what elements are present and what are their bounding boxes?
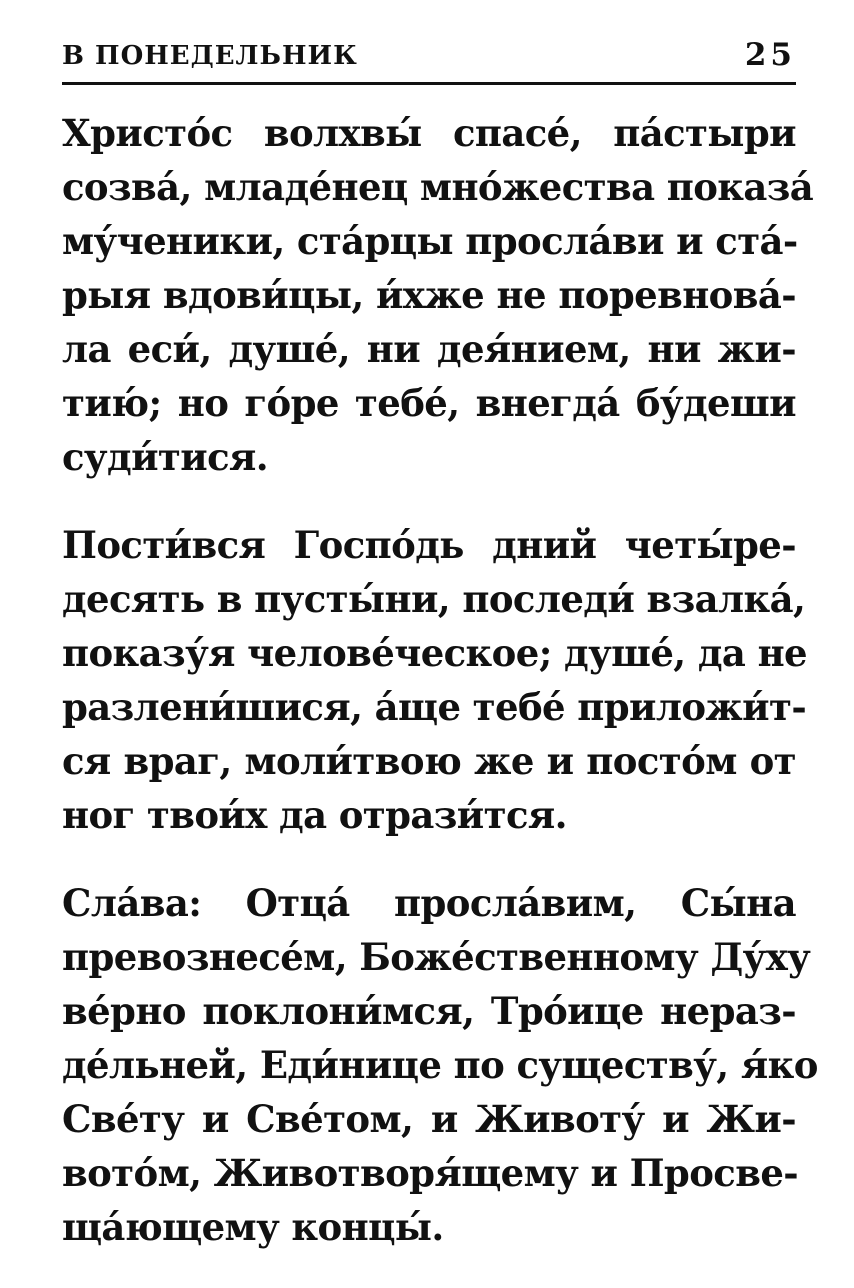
text-line: тию́; но го́ре тебе́, внегда́ бу́деши	[62, 381, 796, 425]
text-line: рыя вдови́цы, и́хже не поревнова́-	[62, 273, 796, 317]
text-line: созва́, младе́нец мно́жества показа́	[62, 165, 814, 209]
stanza-3	[62, 876, 818, 1254]
text-line: ла еси́, душе́, ни дея́нием, ни жи-	[62, 327, 796, 371]
text-block	[62, 106, 818, 1288]
text-line: разлени́шися, а́ще тебе́ приложи́т-	[62, 685, 807, 729]
running-head	[62, 38, 796, 85]
text-line: ног твои́х да отрази́тся.	[62, 793, 567, 837]
text-line: показу́я челове́ческое; душе́, да не	[62, 631, 807, 675]
text-line: ве́рно поклони́мся, Тро́ице нераз-	[62, 989, 796, 1033]
text-line: вото́м, Животворя́щему и Просве-	[62, 1151, 799, 1195]
text-line: суди́тися.	[62, 435, 269, 479]
text-line: ся враг, моли́твою же и посто́м от	[62, 739, 796, 783]
page-number: 25	[744, 37, 796, 73]
stanza-1	[62, 106, 814, 484]
text-line: ща́ющему концы́.	[62, 1205, 444, 1249]
text-line: превознесе́м, Боже́ственному Ду́ху	[62, 935, 811, 979]
text-line: Пости́вся Госпо́дь дний четы́ре-	[62, 523, 796, 567]
text-line: Све́ту и Све́том, и Животу́ и Жи-	[62, 1097, 796, 1141]
text-line: Христо́с волхвы́ спасе́, па́стыри	[62, 111, 796, 155]
stanza-2	[62, 518, 807, 842]
section-title: В ПОНЕДЕЛЬНИК	[62, 41, 358, 71]
text-line: десять в пусты́ни, последи́ взалка́,	[62, 577, 806, 621]
text-line: му́ченики, ста́рцы просла́ви и ста́-	[62, 219, 798, 263]
text-line: де́льней, Еди́нице по существу́, я́ко	[62, 1043, 818, 1087]
text-line: Сла́ва: Отца́ просла́вим, Сы́на	[62, 881, 796, 925]
